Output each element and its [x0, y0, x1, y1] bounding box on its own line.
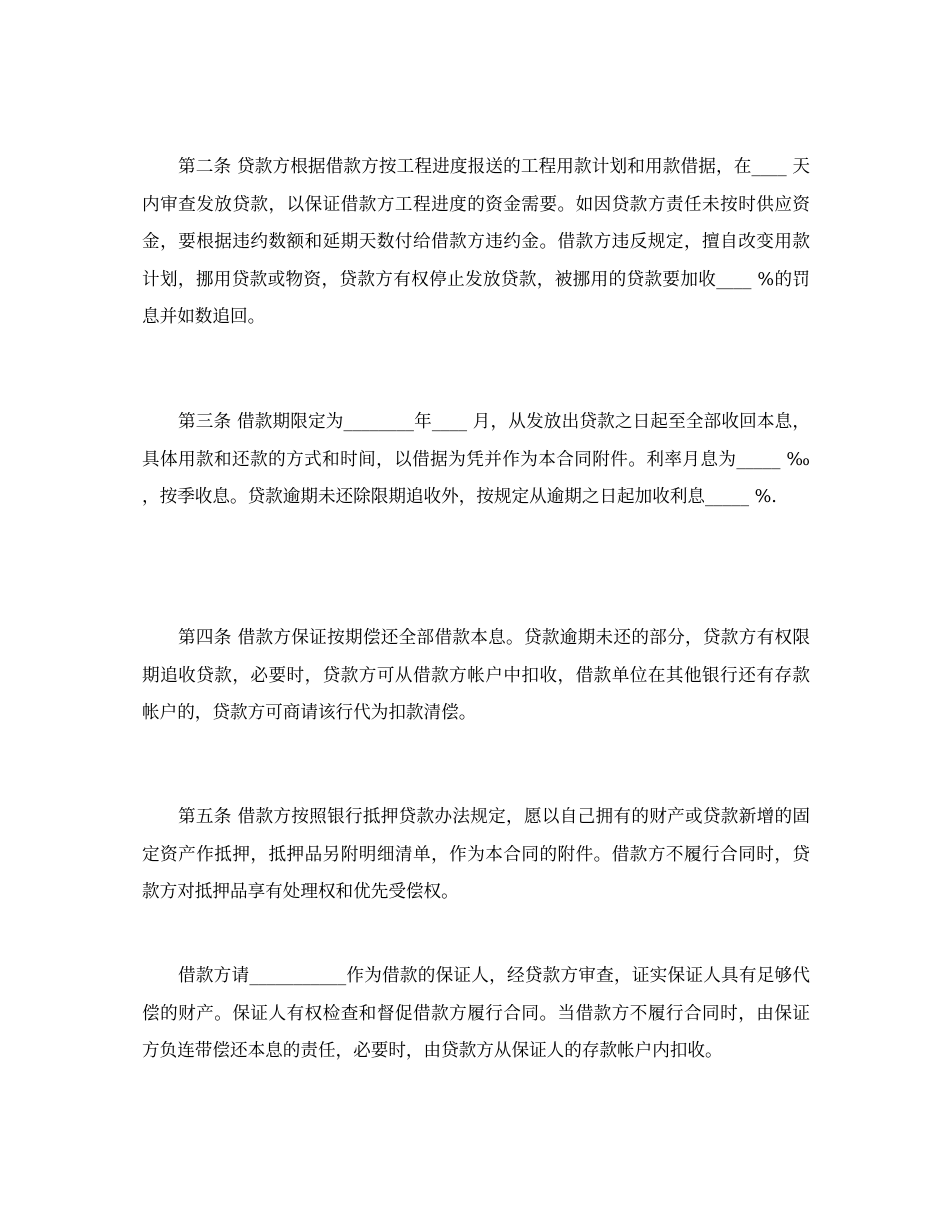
- article-2-paragraph: 第二条 贷款方根据借款方按工程进度报送的工程用款计划和用款借据，在____ 天内审查发放贷款，以保证借款方工程进度的资金需要。如因贷款方责任未按时供应资金，要根据违约数额和延期天数付给借款方违约金。借款方违反规定，擅自改变用款计划，挪用贷款或物资，贷款方有权停止发放贷款，被挪用的贷款要加收____ %的罚息并如数追回。: [142, 157, 810, 327]
- article-4-paragraph: 第四条 借款方保证按期偿还全部借款本息。贷款逾期未还的部分，贷款方有权限期追收贷款，必要时，贷款方可从借款方帐户中扣收，借款单位在其他银行还有存款帐户的，贷款方可商请该行代为扣款清偿。: [142, 628, 810, 723]
- article-3-paragraph: 第三条 借款期限定为________年____ 月，从发放出贷款之日起至全部收回本息，具体用款和还款的方式和时间，以借据为凭并作为本合同附件。利率月息为_____ ‰ ，按季收息。贷款逾期未还除限期追收外，按规定从逾期之日起加收利息_____ %.: [142, 412, 810, 507]
- article-5-paragraph: 第五条 借款方按照银行抵押贷款办法规定，愿以自己拥有的财产或贷款新增的固定资产作抵押，抵押品另附明细清单，作为本合同的附件。借款方不履行合同时，贷款方对抵押品享有处理权和优先受偿权。: [142, 807, 810, 902]
- guarantor-paragraph: 借款方请___________作为借款的保证人，经贷款方审查，证实保证人具有足够代偿的财产。保证人有权检查和督促借款方履行合同。当借款方不履行合同时，由保证方负连带偿还本息的责任，必要时，由贷款方从保证人的存款帐户内扣收。: [142, 966, 810, 1061]
